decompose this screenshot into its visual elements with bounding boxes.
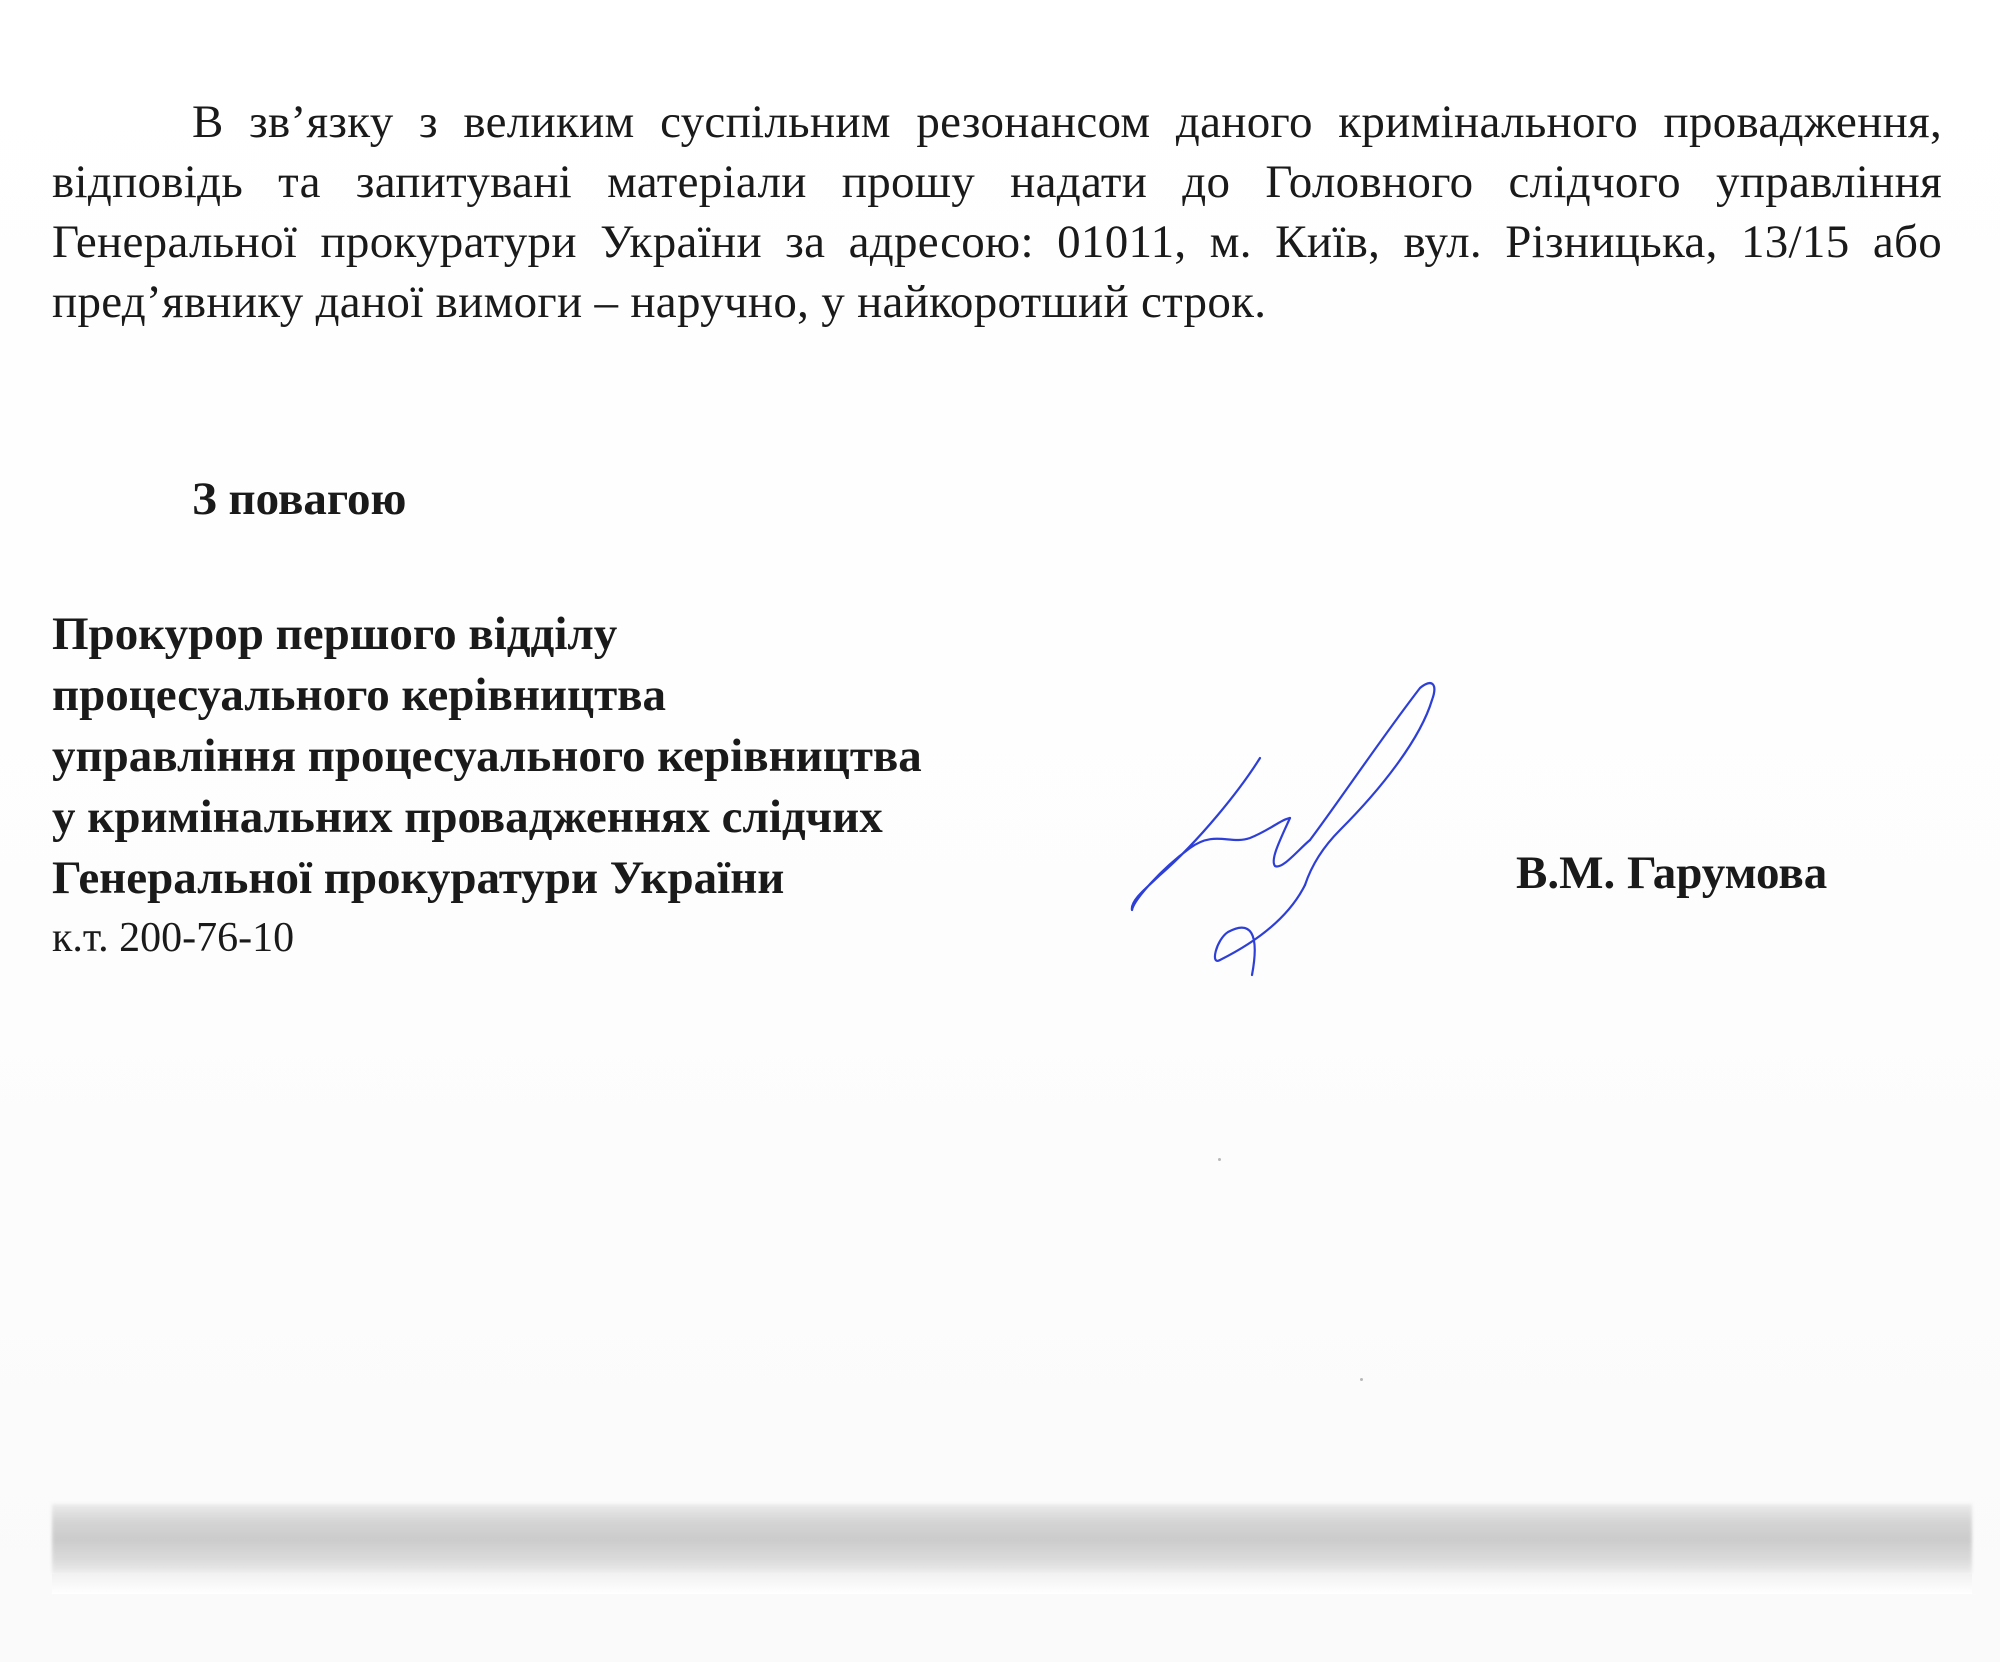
position-line: Прокурор першого відділу xyxy=(52,608,618,660)
body-paragraph: В зв’язку з великим суспільним резонансом даного кримінального провадження, відповідь та запитувані матеріали прошу надати до Головного слідчого управління Генеральної прокуратури України за адресою: 01011, м. Київ, вул. Різницька, 13/15 або пред’явнику даної вимоги – наручно, у найкоротший строк. xyxy=(52,96,1942,328)
scan-speck xyxy=(1218,1158,1221,1161)
signer-position-block xyxy=(52,604,1152,909)
position-line: управління процесуального керівництва xyxy=(52,730,922,782)
scan-edge xyxy=(52,1574,1972,1594)
closing-greeting: З повагою xyxy=(192,473,407,525)
signer-name: В.М. Гарумова xyxy=(1516,847,1828,899)
contact-phone: к.т. 200-76-10 xyxy=(52,915,295,961)
scan-fold-shadow xyxy=(52,1504,1972,1574)
handwritten-signature xyxy=(1120,670,1460,990)
position-line: у кримінальних провадженнях слідчих xyxy=(52,791,883,843)
scan-speck xyxy=(1360,1378,1363,1381)
position-line: Генеральної прокуратури України xyxy=(52,852,785,904)
position-line: процесуального керівництва xyxy=(52,669,667,721)
